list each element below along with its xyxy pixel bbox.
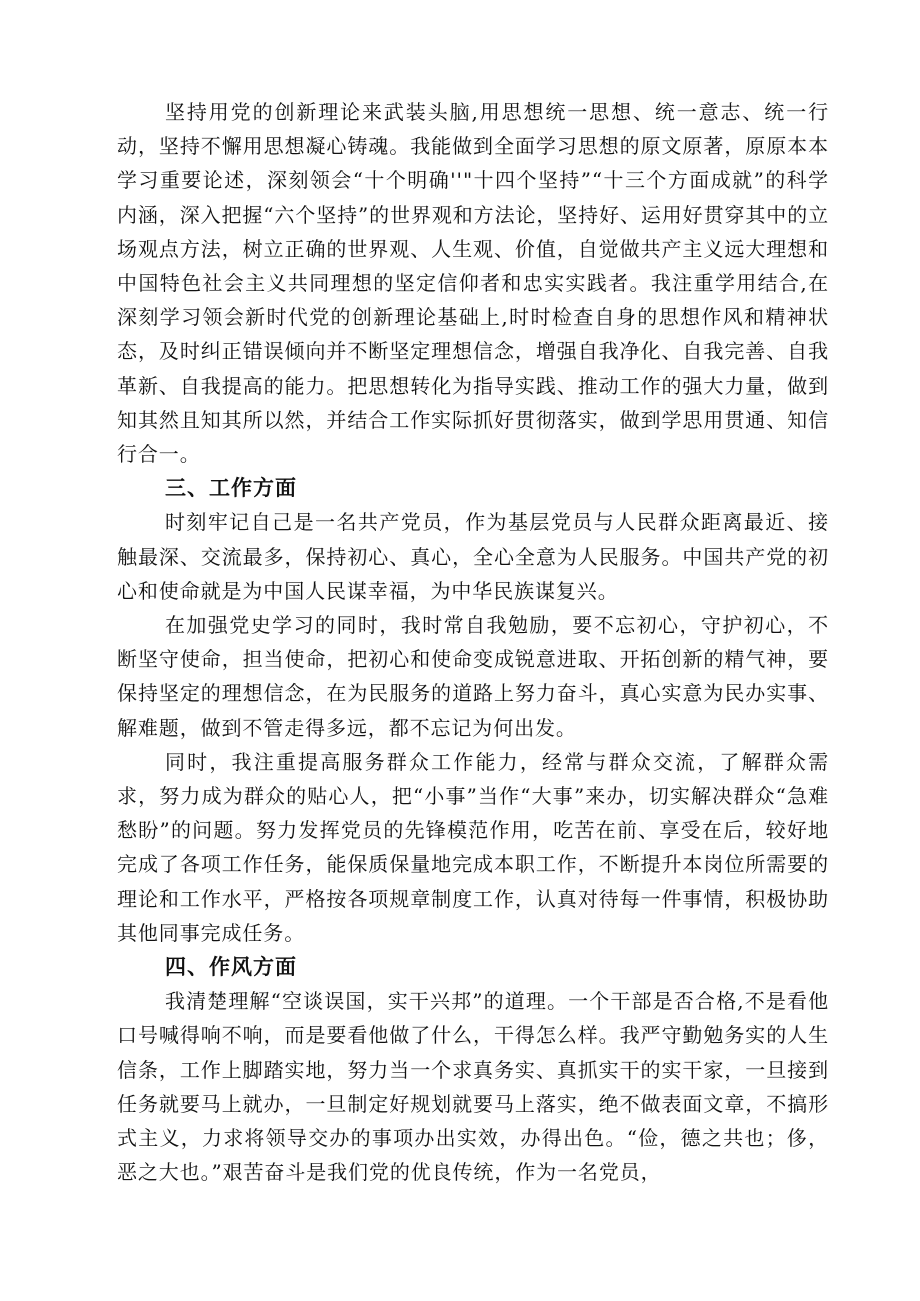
paragraph-work-3: 同时，我注重提高服务群众工作能力，经常与群众交流，了解群众需求，努力成为群众的贴心人，把“小事”当作“大事”来办，切实解决群众“急难愁盼”的问题。努力发挥党员的先锋模范作用，吃苦在前、享受在后，较好地完成了各项工作任务，能保质保量地完成本职工作，不断提升本岗位所需要的理论和工作水平，严格按各项规章制度工作，认真对待每一件事情，积极协助其他同事完成任务。 (117, 749, 829, 945)
paragraph-study: 坚持用党的创新理论来武装头脑,用思想统一思想、统一意志、统一行动，坚持不懈用思想凝心铸魂。我能做到全面学习思想的原文原著，原原本本学习重要论述，深刻领会“十个明确''"十四个坚持”“十三个方面成就”的科学内涵，深入把握“六个坚持”的世界观和方法论，坚持好、运用好贯穿其中的立场观点方法，树立正确的世界观、人生观、价值，自觉做共产主义远大理想和中国特色社会主义共同理想的坚定信仰者和忠实实践者。我注重学用结合,在深刻学习领会新时代党的创新理论基础上,时时检查自身的思想作风和精神状态，及时纠正错误倾向并不断坚定理想信念，增强自我净化、自我完善、自我革新、自我提高的能力。把思想转化为指导实践、推动工作的强大力量，做到知其然且知其所以然，并结合工作实际抓好贯彻落实，做到学思用贯通、知信行合一。 (117, 100, 829, 467)
document-page (117, 95, 829, 1190)
section-heading-work: 三、工作方面 (165, 476, 297, 501)
paragraph-work-1: 时刻牢记自己是一名共产党员，作为基层党员与人民群众距离最近、接触最深、交流最多，保持初心、真心，全心全意为人民服务。中国共产党的初心和使命就是为中国人民谋幸福，为中华民族谋复兴。 (117, 510, 829, 603)
section-heading-style: 四、作风方面 (165, 955, 297, 980)
paragraph-style: 我清楚理解“空谈误国，实干兴邦”的道理。一个干部是否合格,不是看他口号喊得响不响，而是要看他做了什么，干得怎么样。我严守勤勉务实的人生信条，工作上脚踏实地，努力当一个求真务实、真抓实干的实干家，一旦接到任务就要马上就办，一旦制定好规划就要马上落实，绝不做表面文章，不搞形式主义，力求将领导交办的事项办出实效，办得出色。“俭，德之共也；侈，恶之大也。”艰苦奋斗是我们党的优良传统，作为一名党员， (117, 989, 829, 1185)
paragraph-work-2: 在加强党史学习的同时，我时常自我勉励，要不忘初心，守护初心，不断坚守使命，担当使命，把初心和使命变成锐意进取、开拓创新的精气神，要保持坚定的理想信念，在为民服务的道路上努力奋斗，真心实意为民办实事、解难题，做到不管走得多远，都不忘记为何出发。 (117, 613, 829, 740)
